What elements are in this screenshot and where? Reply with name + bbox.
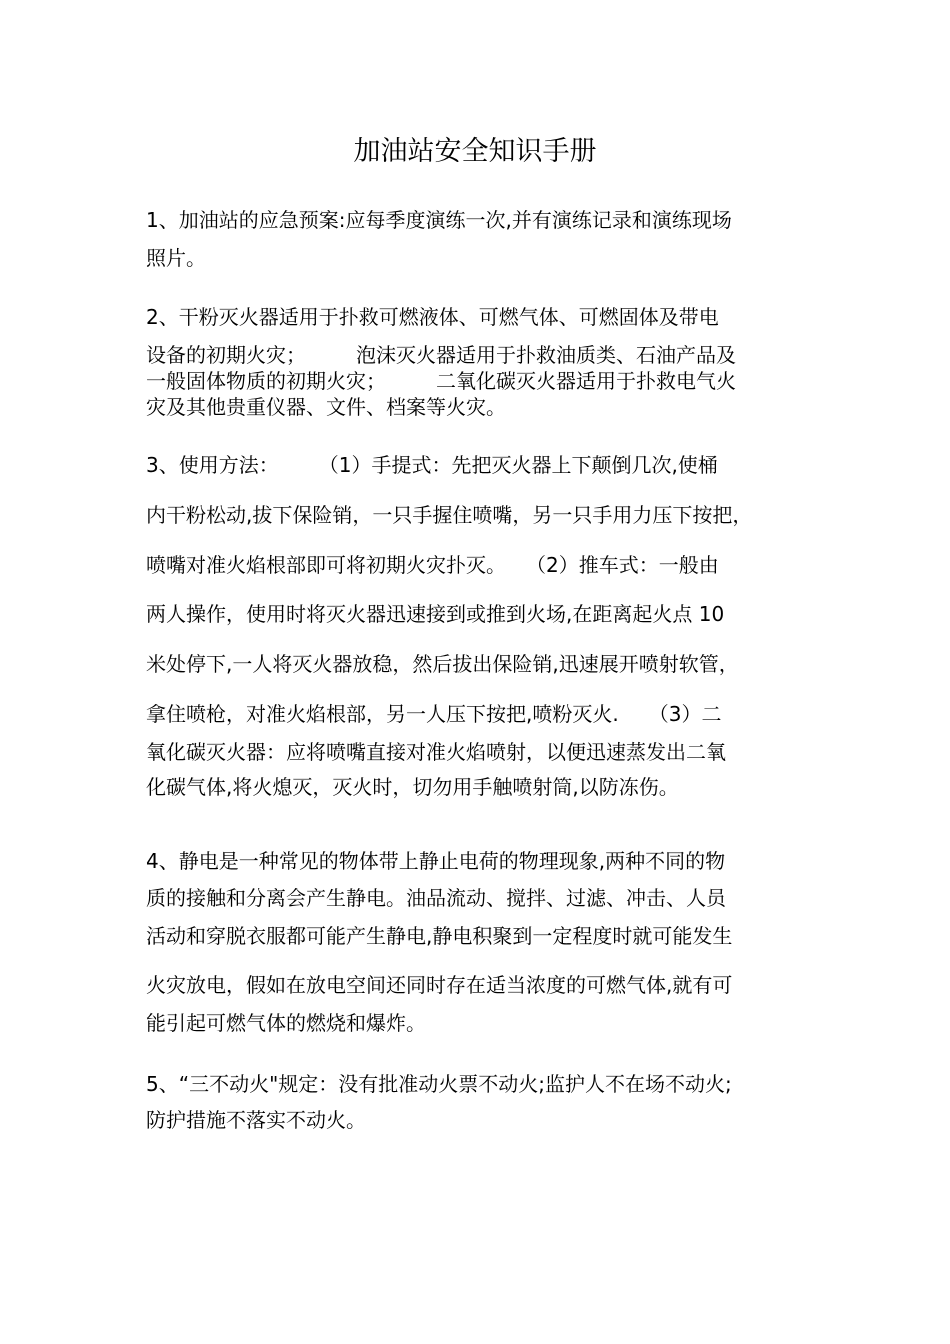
section-4-line-5: 能引起可燃气体的燃烧和爆炸。 [146, 1011, 426, 1035]
section-3-line-4: 两人操作，使用时将灭火器迅速接到或推到火场,在距离起火点 10 [146, 602, 725, 626]
section-2-line-2: 设备的初期火灾； 泡沫灭火器适用于扑救油质类、石油产品及 [146, 343, 736, 367]
section-4-line-1: 4、静电是一种常见的物体带上静止电荷的物理现象,两种不同的物 [146, 849, 726, 873]
section-3-line-1: 3、使用方法： （1）手提式：先把灭火器上下颠倒几次,使桶 [146, 453, 718, 477]
section-1-line-1: 1、加油站的应急预案:应每季度演练一次,并有演练记录和演练现场 [146, 208, 732, 232]
document-title: 加油站安全知识手册 [353, 136, 597, 167]
section-1-line-2: 照片。 [146, 246, 206, 270]
section-5-line-1: 5、“三不动火"规定：没有批准动火票不动火;监护人不在场不动火; [146, 1072, 732, 1096]
section-4-line-4: 火灾放电，假如在放电空间还同时存在适当浓度的可燃气体,就有可 [146, 973, 733, 997]
section-3-line-6: 拿住喷枪，对准火焰根部，另一人压下按把,喷粉灭火. （3）二 [146, 702, 722, 726]
section-2-line-3: 一般固体物质的初期火灾； 二氧化碳灭火器适用于扑救电气火 [146, 369, 736, 393]
section-3-line-3: 喷嘴对准火焰根部即可将初期火灾扑灭。 （2）推车式：一般由 [146, 553, 719, 577]
section-2-line-4: 灾及其他贵重仪器、文件、档案等火灾。 [146, 395, 506, 419]
section-3-line-8: 化碳气体,将火熄灭，灭火时，切勿用手触喷射筒,以防冻伤。 [146, 775, 679, 799]
section-5-line-2: 防护措施不落实不动火。 [146, 1108, 366, 1132]
section-4-line-3: 活动和穿脱衣服都可能产生静电,静电积聚到一定程度时就可能发生 [146, 924, 733, 948]
section-3-line-7: 氧化碳灭火器：应将喷嘴直接对准火焰喷射，以便迅速蒸发出二氧 [146, 740, 726, 764]
section-3-line-5: 米处停下,一人将灭火器放稳，然后拔出保险销,迅速展开喷射软管， [146, 652, 739, 676]
section-2-line-1: 2、干粉灭火器适用于扑救可燃液体、可燃气体、可燃固体及带电 [146, 305, 719, 329]
section-4-line-2: 质的接触和分离会产生静电。油品流动、搅拌、过滤、冲击、人员 [146, 886, 726, 910]
section-3-line-2: 内干粉松动,拔下保险销，一只手握住喷嘴，另一只手用力压下按把， [146, 503, 753, 527]
